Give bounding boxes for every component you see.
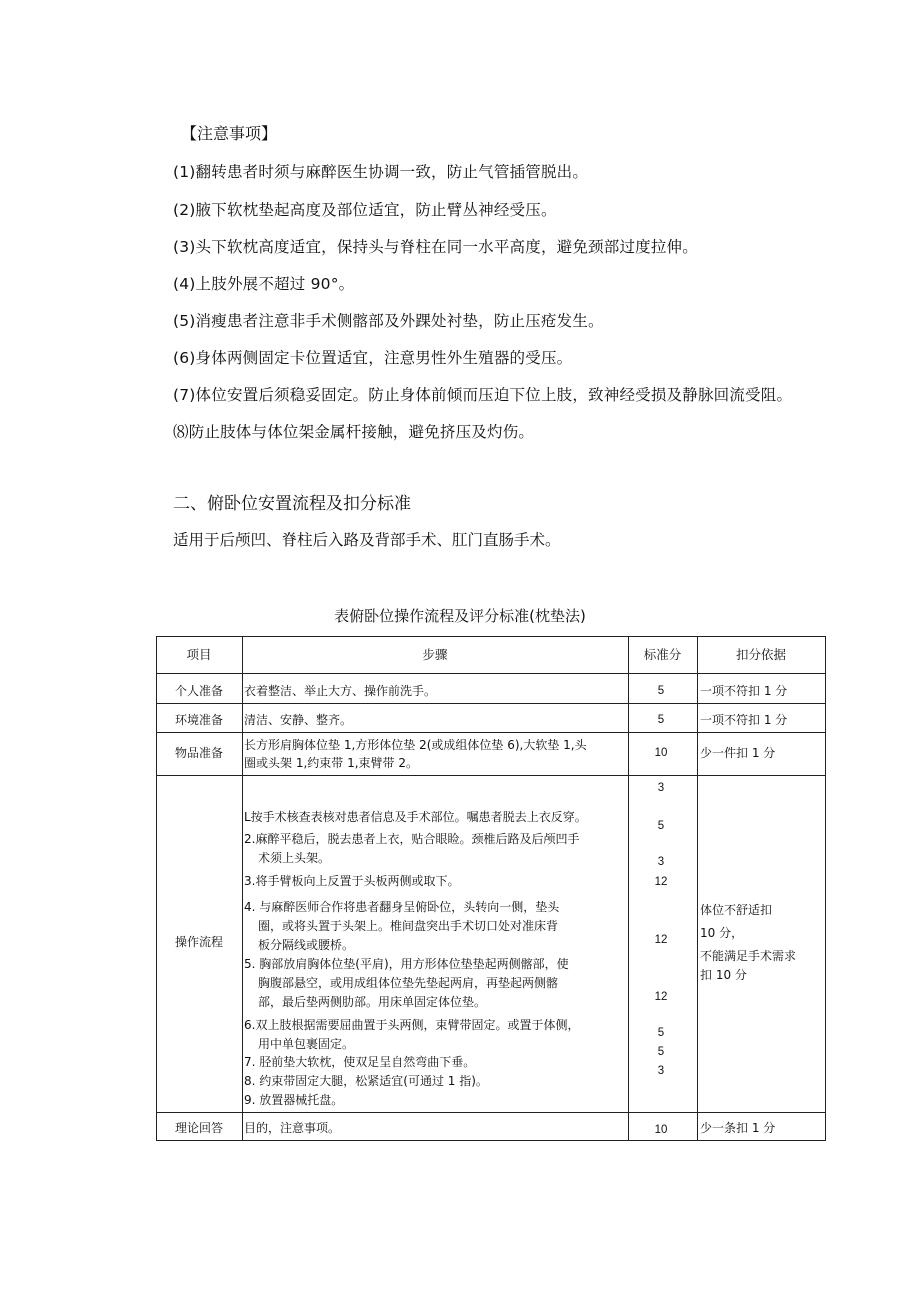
table-rule [156,732,826,733]
process-deduction-line3: 不能满足手术需求 [700,949,797,963]
row-theory-item: 理论回答 [174,1121,223,1135]
table-rule [156,636,826,637]
table-rule [156,673,826,674]
row-environment-item: 环境准备 [174,713,223,727]
note-item-4: (4)上肢外展不超过 90°。 [173,275,355,293]
row-personal-steps: 衣着整洁、举止大方、操作前洗手。 [244,684,437,698]
table-rule [156,1112,826,1113]
table-rule [156,1140,826,1141]
process-step-2-cont: 术须上头架。 [258,851,331,865]
row-personal-item: 个人准备 [174,684,223,698]
process-deduction-line2: 10 分， [700,926,744,940]
process-step-5-cont1: 胸腹部悬空，或用成组体位垫先垫起两肩，再垫起两侧髂 [258,976,559,990]
process-deduction-line4: 扣 10 分 [700,968,747,982]
process-step-3: 3.将手臂板向上反置于头板两侧或取下。 [244,874,460,888]
note-item-1: (1)翻转患者时须与麻醉医生协调一致，防止气管插管脱出。 [173,163,589,181]
process-step-4-cont2: 板分隔线或腰桥。 [258,938,355,952]
header-item: 项目 [186,647,212,662]
process-step-4: 4. 与麻醉医师合作将患者翻身呈俯卧位，头转向一侧，垫头 [244,900,560,914]
header-steps: 步骤 [422,647,448,662]
note-item-7: (7)体位安置后须稳妥固定。防止身体前倾而压迫下位上肢，致神经受损及静脉回流受阻。 [173,386,793,404]
row-supplies-deduction: 少一件扣 1 分 [700,746,776,760]
process-score-1: 3 [657,782,665,794]
table-rule [697,636,698,1141]
header-score: 标准分 [643,647,682,662]
process-score-2: 5 [657,820,665,832]
note-item-8: ⑻防止肢体与体位架金属杆接触，避免挤压及灼伤。 [173,423,535,441]
process-score-6: 12 [654,991,668,1003]
row-personal-score: 5 [657,685,665,697]
process-step-4-cont1: 圈，或将头置于头架上。椎间盘突出手术切口处对准床背 [258,919,559,933]
header-deduction: 扣分依据 [735,647,786,662]
note-item-3: (3)头下软枕高度适宜，保持头与脊柱在同一水平高度，避免颈部过度拉伸。 [173,238,698,256]
row-personal-deduction: 一项不符扣 1 分 [700,684,788,698]
row-supplies-score: 10 [654,747,668,759]
process-score-7: 5 [657,1027,665,1039]
row-supplies-item: 物品准备 [174,746,223,760]
table-rule [156,775,826,776]
section-scope: 适用于后颅凹、脊柱后入路及背部手术、肛门直肠手术。 [173,531,561,549]
row-theory-deduction: 少一条扣 1 分 [700,1121,776,1135]
process-step-1: L按手术核查表核对患者信息及手术部位。嘱患者脱去上衣反穿。 [244,810,587,824]
process-step-6: 6.双上肢根据需要屈曲置于头两侧，束臂带固定。或置于体侧， [244,1018,580,1032]
process-step-6-cont: 用中单包裹固定。 [258,1037,355,1051]
row-supplies-steps-line2: 圈或头架 1,约束带 1,束臂带 2。 [244,756,418,770]
note-item-2: (2)腋下软枕垫起高度及部位适宜，防止臂丛神经受压。 [173,201,557,219]
process-score-5: 12 [654,934,668,946]
process-step-5: 5. 胸部放肩胸体位垫(平肩)，用方形体位垫垫起两侧髂部，使 [244,957,569,971]
process-step-7: 7. 胫前垫大软枕，使双足呈自然弯曲下垂。 [244,1055,476,1069]
process-step-9: 9. 放置器械托盘。 [244,1093,344,1107]
process-deduction-line1: 体位不舒适扣 [700,903,773,917]
table-rule [156,703,826,704]
row-environment-score: 5 [657,714,665,726]
process-step-5-cont2: 部，最后垫两侧肋部。用床单固定体位垫。 [258,995,487,1009]
table-rule [242,636,243,1141]
note-item-5: (5)消瘦患者注意非手术侧髂部及外踝处衬垫，防止压疮发生。 [173,312,604,330]
process-step-2: 2.麻醉平稳后，脱去患者上衣，贴合眼睑。颈椎后路及后颅凹手 [244,832,580,846]
process-score-8: 5 [657,1046,665,1058]
process-score-3: 3 [657,856,665,868]
process-step-8: 8. 约束带固定大腿，松紧适宜(可通过 1 指)。 [244,1074,488,1088]
process-score-4: 12 [654,876,668,888]
table-rule [825,636,826,1141]
note-item-6: (6)身体两侧固定卡位置适宜，注意男性外生殖器的受压。 [173,349,573,367]
row-supplies-steps-line1: 长方形肩胸体位垫 1,方形体位垫 2(或成组体位垫 6),大软垫 1,头 [244,738,587,752]
process-score-9: 3 [657,1065,665,1077]
table-title: 表俯卧位操作流程及评分标准(枕垫法) [334,607,586,625]
row-environment-deduction: 一项不符扣 1 分 [700,713,788,727]
row-process-item: 操作流程 [174,935,223,949]
row-theory-steps: 目的，注意事项。 [244,1121,341,1135]
notes-title: 【注意事项】 [181,124,278,143]
section-title: 二、俯卧位安置流程及扣分标准 [173,494,411,514]
row-theory-score: 10 [654,1124,668,1136]
row-environment-steps: 清洁、安静、整齐。 [244,713,353,727]
